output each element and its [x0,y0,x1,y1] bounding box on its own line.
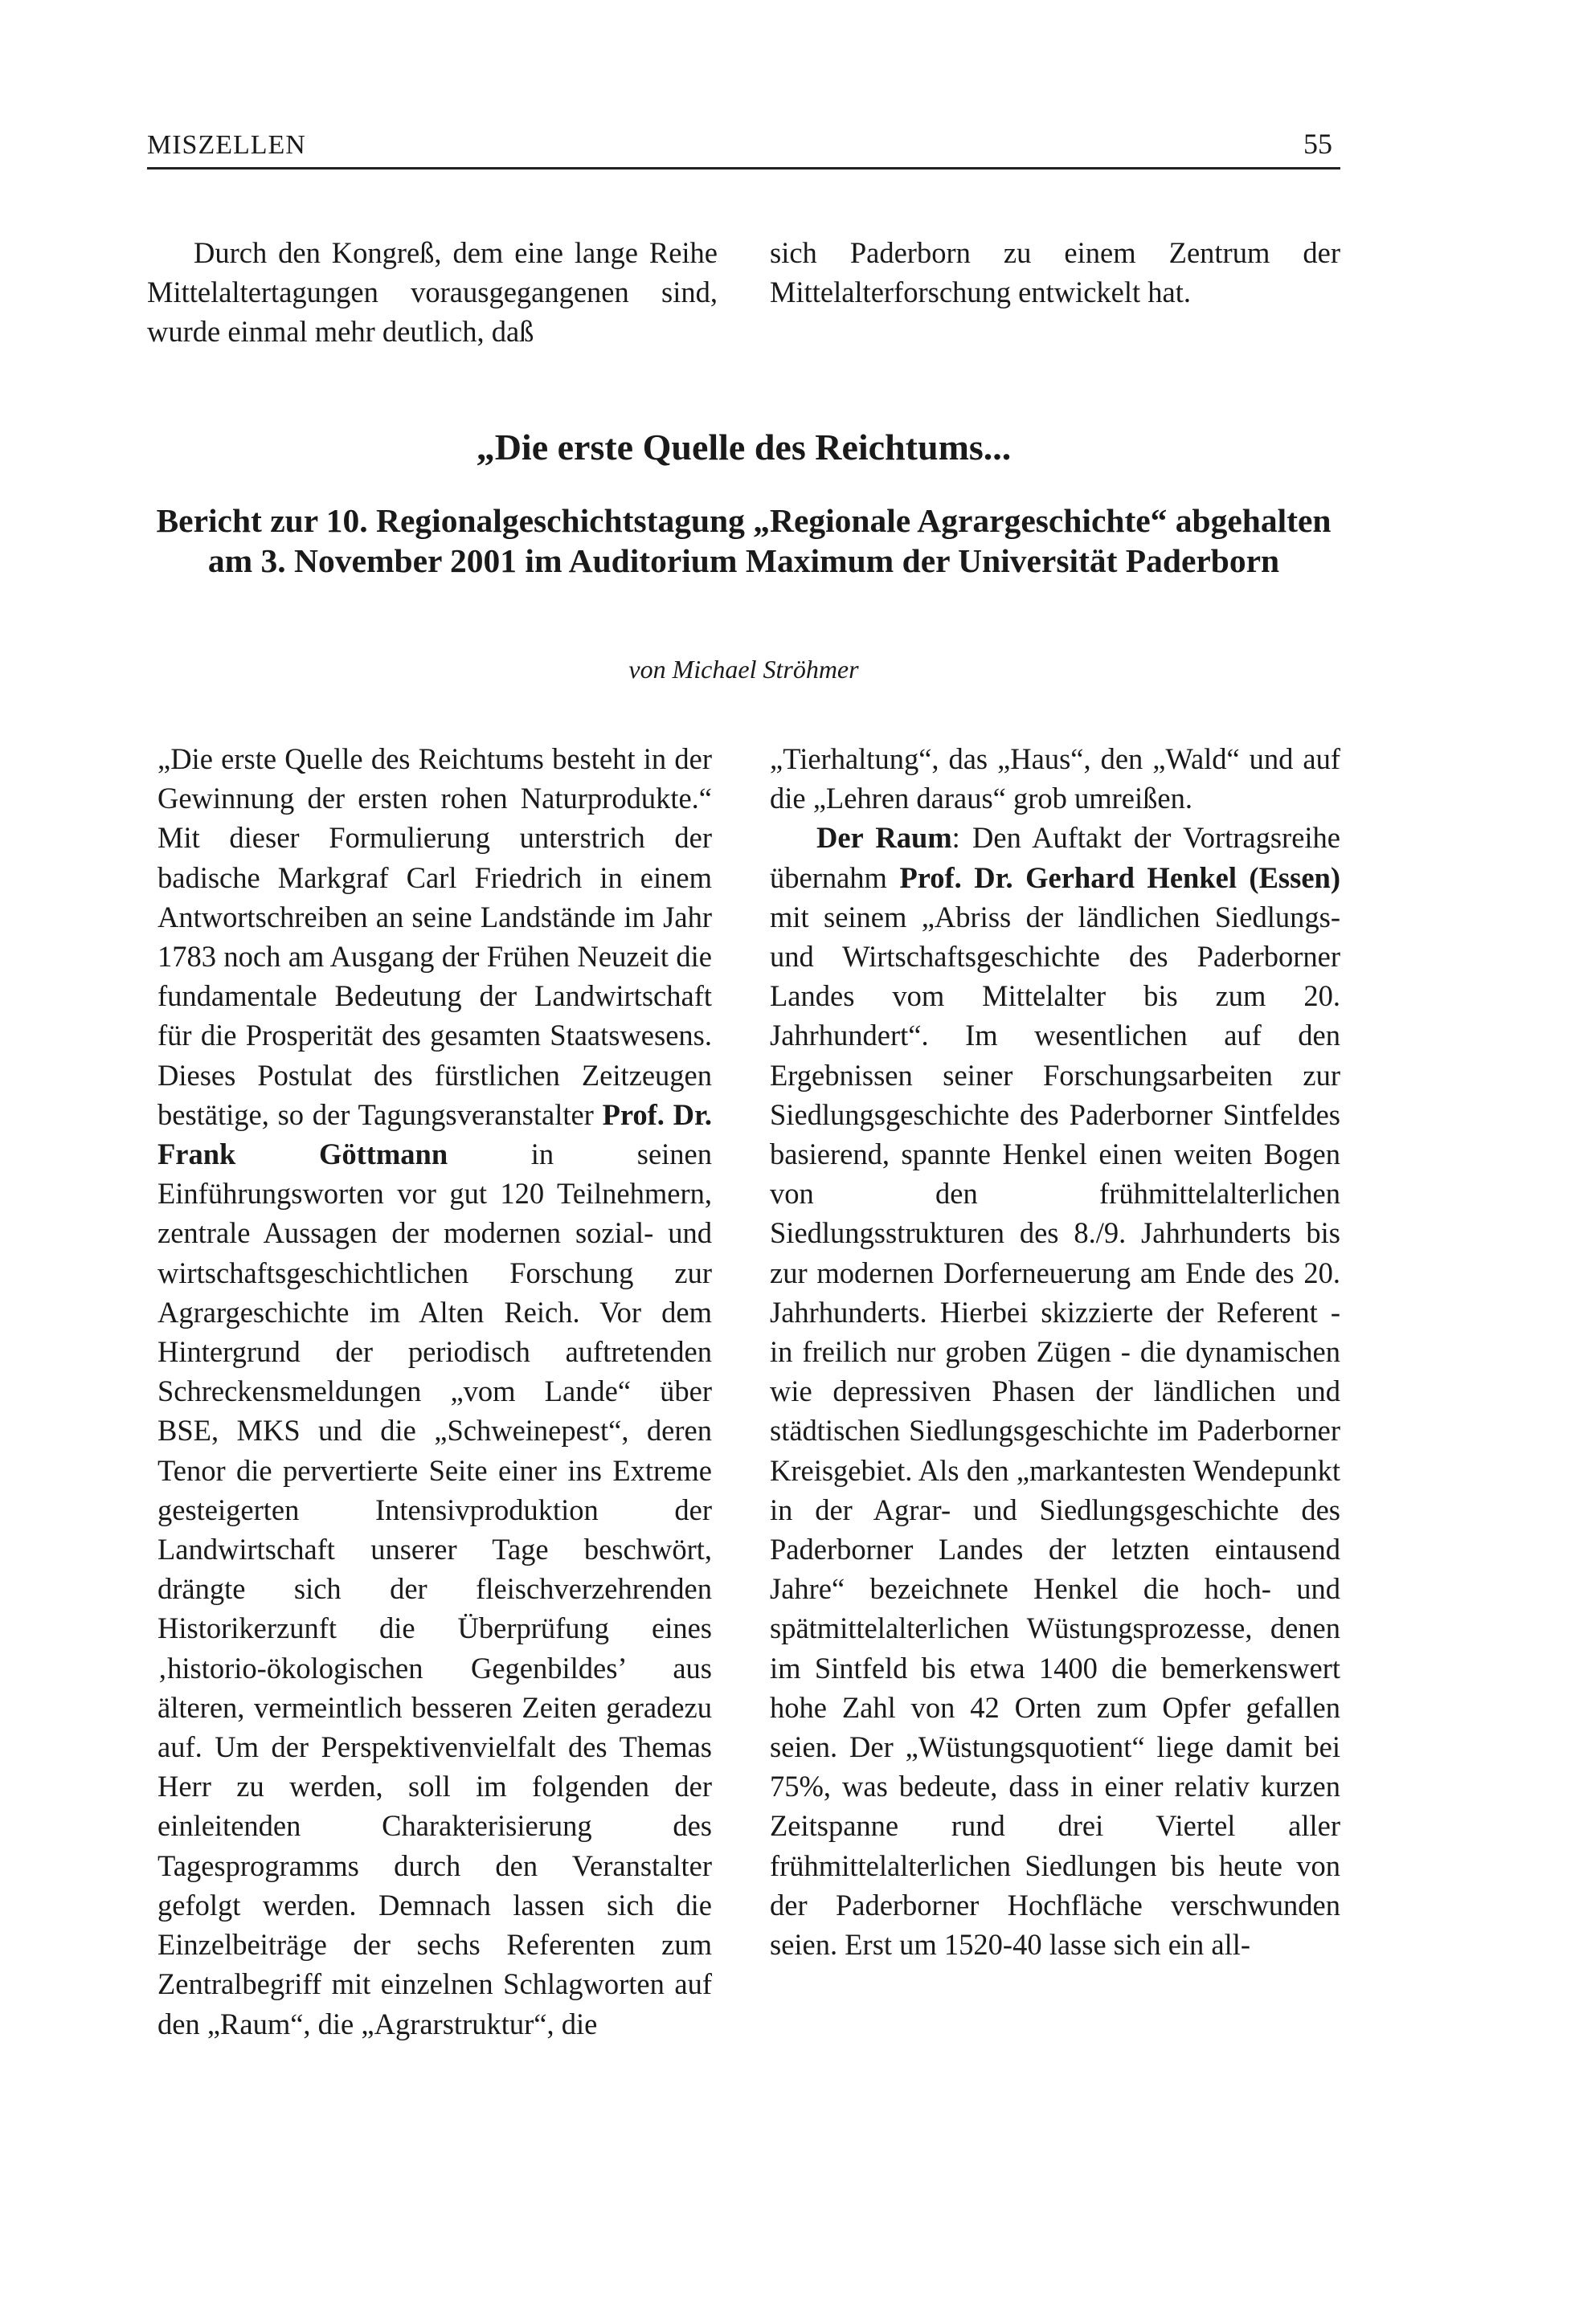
body-column-right [770,739,1340,1964]
person-name: Prof. Dr. Frank Göttmann [157,1097,712,1171]
paragraph: sich Paderborn zu einem Zentrum der Mittelalterforschung entwickelt hat. [770,236,1340,309]
paragraph: Durch den Kongreß, dem eine lange Reihe Mittelaltertagungen vorausgegangenen sind, wurde einmal mehr deutlich, daß [147,236,718,349]
text-run: in seinen Einführungsworten vor gut 120 Teilnehmern, zentrale Aussagen der modernen sozial- und wirtschaftsgeschichtlichen Forschung zur Agrargeschichte im Alten Reich. Vor dem Hintergrund der periodisch auftretenden Schreckensmeldungen „vom Lande“ über BSE, MKS und die „Schweinepest“, deren Tenor die pervertierte Seite einer ins Extreme gesteigerten Intensivproduktion der Landwirtschaft unserer Tage beschwört, drängte sich der fleischverzehrenden Historikerzunft die Überprüfung eines ‚historio-ökologischen Gegenbildes’ aus älteren, vermeintlich besseren Zeiten geradezu auf. Um der Perspektivenvielfalt des Themas Herr zu werden, soll im folgenden der einleitenden Charakterisierung des Tagesprogramms durch den Veranstalter gefolgt werden. Demnach lassen sich die Einzelbeiträge der sechs Referenten zum Zentralbegriff mit einzelnen Schlagworten auf den „Raum“, die „Agrarstruktur“, die [157,1137,712,2040]
text-run: „Die erste Quelle des Reichtums besteht in der Gewinnung der ersten rohen Naturprodukte.“ Mit dieser Formulierung unterstrich der badische Markgraf Carl Friedrich in einem Antwortschreiben an seine Landstände im Jahr 1783 noch am Ausgang der Frühen Neuzeit die fundamentale Bedeutung der Landwirtschaft für die Prosperität des gesamten Staatswesens. Dieses Postulat des fürstlichen Zeitzeugen bestätige, so der Tagungsveranstalter [157,742,712,1131]
paragraph [770,818,1340,1964]
article-title: „Die erste Quelle des Reichtums... [476,427,1012,468]
paragraph [157,739,712,2044]
page-number: 55 [1303,128,1332,160]
author-byline: von Michael Ströhmer [628,655,859,684]
section-title: MISZELLEN [147,130,306,160]
paragraph: „Tierhaltung“, das „Haus“, den „Wald“ und auf die „Lehren daraus“ grob umreißen. [770,742,1340,815]
text-run: : Den Auftakt der Vortragsreihe übernahm [770,821,1340,894]
text-run: mit seinem „Abriss der ländlichen Siedlungs- und Wirtschaftsgeschichte des Paderborner Landes vom Mittelalter bis zum 20. Jahrhundert“. Im wesentlichen auf den Ergebnissen seiner Forschungsarbeiten zur Siedlungsgeschichte des Paderborner Sintfeldes basierend, spannte Henkel einen weiten Bogen von den frühmittelalterlichen Siedlungsstrukturen des 8./9. Jahrhunderts bis zur modernen Dorferneuerung am Ende des 20. Jahrhunderts. Hierbei skizzierte der Referent - in freilich nur groben Zügen - die dynamischen wie depressiven Phasen der ländlichen und städtischen Siedlungsgeschichte im Paderborner Kreisgebiet. Als den „markantesten Wendepunkt in der Agrar- und Siedlungsgeschichte des Paderborner Landes der letzten eintausend Jahre“ bezeichnete Henkel die hoch- und spätmittelalterlichen Wüstungsprozesse, denen im Sintfeld bis etwa 1400 die bemerkenswert hohe Zahl von 42 Orten zum Opfer gefallen seien. Der „Wüstungsquotient“ liege damit bei 75%, was bedeute, dass in einer relativ kurzen Zeitspanne rund drei Viertel aller frühmittelalterlichen Siedlungen bis heute von der Paderborner Hochfläche verschwunden seien. Erst um 1520-40 lasse sich ein all- [770,900,1340,1962]
article-subtitle: Bericht zur 10. Regionalgeschichtstagung „Regionale Agrargeschichte“ abgehalten am 3. November 2001 im Auditorium Maximum der Universität Paderborn [156,502,1332,579]
previous-article-end-left [147,233,718,352]
running-header [147,120,1340,170]
previous-article-end-right [770,233,1340,312]
body-column-left [157,739,712,2044]
person-name: Prof. Dr. Gerhard Henkel (Essen) [899,860,1340,894]
section-heading: Der Raum [816,821,952,855]
